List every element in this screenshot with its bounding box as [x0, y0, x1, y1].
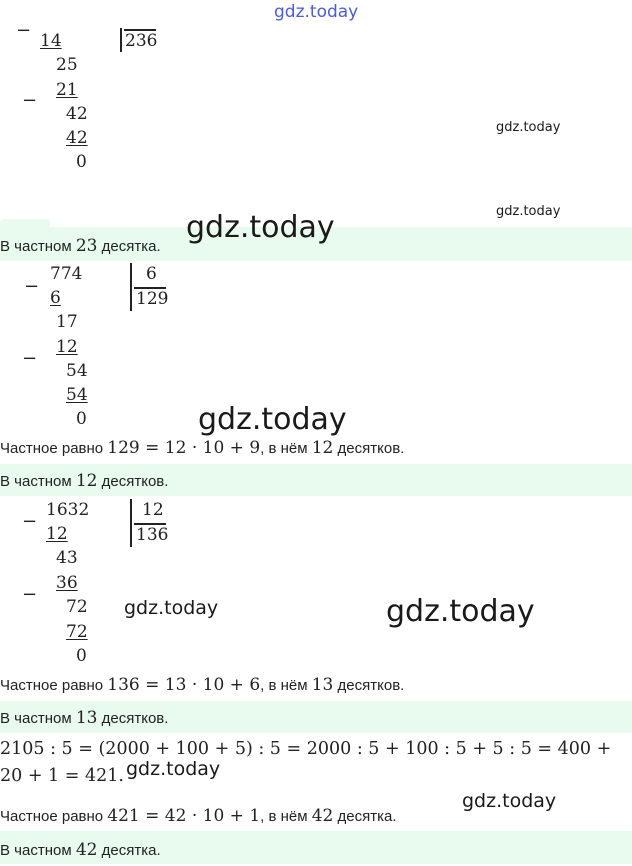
remainder: 17: [56, 312, 78, 332]
answer-text: В частном 12 десятков.: [0, 471, 169, 491]
minus-sign: −: [22, 348, 38, 369]
division-bar-vertical: [130, 499, 132, 547]
watermark-large: gdz.today: [386, 594, 535, 629]
quotient: 236: [125, 31, 158, 51]
remainder: 42: [66, 104, 88, 124]
remainder: 54: [66, 361, 88, 381]
subtrahend: 72: [66, 622, 88, 642]
minus-sign: −: [22, 584, 38, 605]
watermark-medium: gdz.today: [462, 790, 557, 812]
subtrahend: 54: [66, 385, 88, 405]
answer-text: В частном 13 десятков.: [0, 708, 169, 728]
subtrahend: 36: [56, 573, 78, 593]
remainder: 25: [56, 55, 78, 75]
subtrahend: 12: [56, 337, 78, 357]
quotient: 136: [136, 525, 169, 545]
subtrahend: 14: [40, 31, 62, 51]
answer-text: В частном 23 десятка.: [0, 236, 161, 256]
subtrahend: 42: [66, 128, 88, 148]
watermark-large: gdz.today: [198, 402, 347, 437]
subtrahend: 6: [50, 288, 61, 308]
remainder: 72: [66, 597, 88, 617]
subtrahend: 21: [56, 80, 78, 100]
final-remainder: 0: [76, 646, 87, 666]
minus-sign: −: [22, 511, 38, 532]
quotient-explanation: Частное равно 421 = 42 · 10 + 1, в нём 42 десятка.: [0, 806, 397, 826]
equation-line: 2105 : 5 = (2000 + 100 + 5) : 5 = 2000 : 5 + 100 : 5 + 5 : 5 = 400 +: [0, 739, 612, 759]
subtrahend: 12: [46, 524, 68, 544]
watermark-top: gdz.today: [274, 2, 359, 22]
watermark-large: gdz.today: [186, 210, 335, 245]
quotient-explanation: Частное равно 136 = 13 · 10 + 6, в нём 13 десятков.: [0, 675, 405, 695]
dividend: 1632: [46, 500, 90, 520]
answer-text: В частном 42 десятка.: [0, 840, 161, 860]
final-remainder: 0: [76, 152, 87, 172]
answer-band-tab: [0, 219, 50, 229]
dividend: 774: [50, 264, 83, 284]
watermark-small: gdz.today: [496, 120, 561, 135]
division-bar-vertical: [130, 263, 132, 311]
quotient-explanation: Частное равно 129 = 12 · 10 + 9, в нём 12 десятков.: [0, 438, 405, 458]
minus-sign: −: [24, 276, 40, 297]
divisor: 12: [142, 500, 164, 520]
remainder: 43: [56, 548, 78, 568]
watermark-medium: gdz.today: [126, 758, 221, 780]
final-remainder: 0: [76, 409, 87, 429]
watermark-small: gdz.today: [496, 204, 561, 219]
equation-line: 20 + 1 = 421.: [0, 766, 124, 786]
division-bar-vertical: [120, 28, 122, 52]
minus-sign: −: [16, 20, 32, 41]
minus-sign: −: [22, 90, 38, 111]
quotient: 129: [136, 289, 169, 309]
divisor: 6: [146, 264, 157, 284]
watermark-medium: gdz.today: [124, 597, 219, 619]
